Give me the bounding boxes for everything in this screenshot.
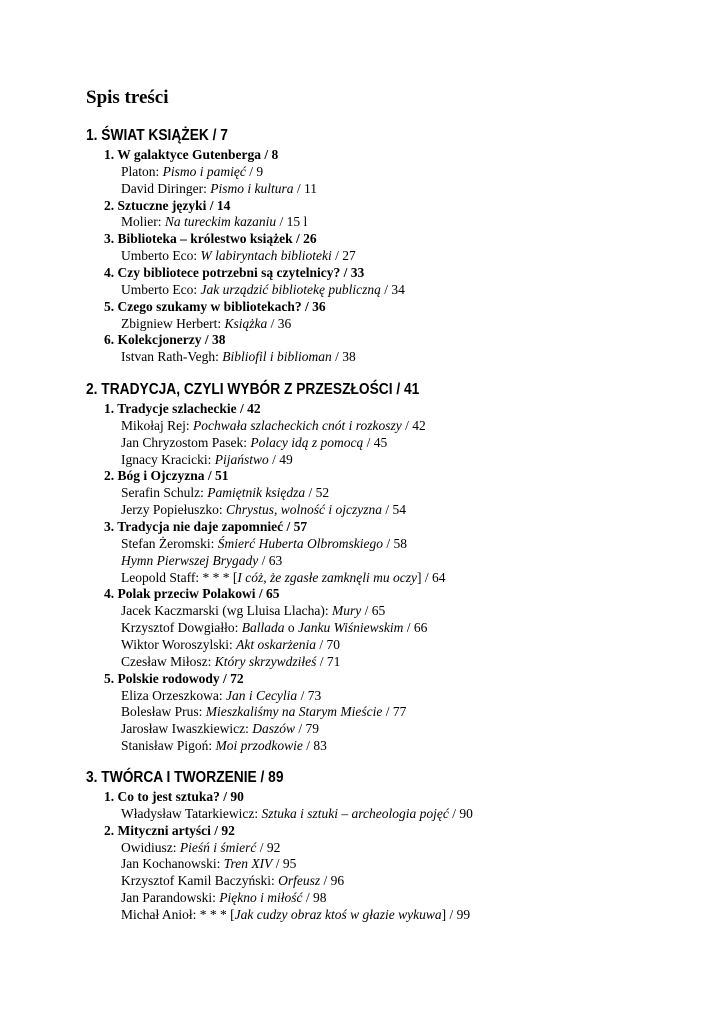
entry-page: / 45 [363,434,388,450]
entry-page: / 36 [267,315,292,331]
entry-page: / 95 [272,856,297,872]
entry-work-title: Pismo i kultura [210,180,294,196]
entry-work-title: Pieśń i śmierć [179,839,257,855]
toc-chapter-heading: 3. Biblioteka – królestwo książek / 26 [104,231,317,247]
toc-entry [121,315,291,332]
toc-entry [121,687,321,704]
entry-page: / 58 [382,535,407,551]
entry-page: / 42 [401,417,426,433]
entry-page: / 98 [302,890,327,906]
entry-work-title: Na tureckim kazaniu [164,214,277,230]
entry-page: / 49 [268,451,293,467]
entry-author: Jan Parandowski: [121,890,220,906]
toc-entry [121,839,280,856]
toc-chapter-heading: 2. Sztuczne języki / 14 [104,197,231,213]
entry-author: Molier: [121,214,165,230]
entry-page: / 77 [382,704,407,720]
entry-work-title: Bibliofil i biblioman [222,349,332,365]
entry-work-title: Orfeusz [278,873,321,889]
toc-chapter-heading: 4. Czy bibliotece potrzebni są czytelnicy? / 33 [104,264,365,280]
entry-page: / 70 [316,636,341,652]
entry-work-title: Ballada [241,620,285,636]
entry-author: Jacek Kaczmarski (wg Lluisa Llacha): [121,603,333,619]
entry-page: / 66 [403,620,428,636]
entry-work-title: Pismo i pamięć [162,163,246,179]
entry-page: / 73 [297,687,322,703]
entry-author: Jan Kochanowski: [121,856,224,872]
entry-work-title: Mury [332,603,362,619]
toc-entry [121,855,296,872]
entry-work-title: Hymn Pierwszej Brygady [121,552,259,568]
toc-chapter-heading: 1. W galaktyce Gutenberga / 8 [104,147,279,162]
entry-work-title: Jan i Cecylia [225,687,298,703]
entry-page: o [284,620,298,636]
entry-work-title: W labiryntach biblioteki [200,248,332,264]
toc-entry [121,281,405,298]
entry-author: Stanisław Pigoń: [121,738,216,753]
entry-work-title: Pochwała szlacheckich cnót i rozkoszy [193,417,402,433]
entry-author: Władysław Tatarkiewicz: [121,805,262,821]
entry-author: Jerzy Popiełuszko: [121,502,226,518]
toc-entry [121,451,293,468]
entry-author: Jarosław Iwaszkiewicz: [121,721,253,737]
toc-entry [121,484,329,501]
toc-entry [121,213,307,230]
entry-author: Eliza Orzeszkowa: [121,687,226,703]
toc-entry [121,703,406,720]
entry-work-title: I cóż, że zgasłe zamknęli mu oczy [237,569,417,585]
toc-entry [121,889,327,906]
entry-work-title: Polacy idą z pomocą [250,434,364,450]
toc-entry [121,417,426,434]
toc-chapter-heading: 2. Mityczni artyści / 92 [104,822,235,838]
entry-author: Umberto Eco: [121,281,201,297]
entry-author: Bolesław Prus: [121,704,206,720]
entry-author: Owidiusz: [121,839,180,855]
toc-chapter-heading: 3. Tradycja nie daje zapomnieć / 57 [104,519,308,534]
entry-work-title: Pamiętnik księdza [207,485,306,501]
entry-work-title: Tren XIV [223,856,273,872]
toc-entry [121,872,344,889]
entry-author: Zbigniew Herbert: [121,315,225,331]
entry-page: ] / 99 [441,907,471,922]
entry-work-title: Mieszkaliśmy na Starym Mieście [205,704,383,720]
entry-work-title: Książka [224,315,268,331]
entry-page: / 90 [448,805,473,821]
entry-page: / 54 [382,502,407,518]
toc-entry [121,163,263,180]
entry-author: Jan Chryzostom Pasek: [121,434,251,450]
toc-chapter-heading: 5. Polskie rodowody / 72 [104,670,244,686]
toc-entry [121,737,327,754]
entry-author: Leopold Staff: * * * [ [121,569,238,585]
entry-work-title: Pijaństwo [214,451,269,467]
entry-author: Umberto Eco: [121,248,201,264]
toc-entry [121,348,356,365]
toc-entry [121,653,340,670]
entry-work-title: Jak cudzy obraz ktoś w głazie wykuwa [234,907,442,922]
entry-page: / 65 [361,603,386,619]
entry-author: Michał Anioł: * * * [ [121,907,235,922]
entry-page: / 71 [316,653,341,669]
toc-chapter-heading: 2. Bóg i Ojczyzna / 51 [104,468,229,484]
toc-entry [121,180,317,197]
entry-work-title: Piękno i miłość [219,890,303,906]
entry-author: Krzysztof Kamil Baczyński: [121,873,279,889]
entry-work-title: Który skrzywdziłeś [214,653,317,669]
entry-page: / 15 l [276,214,308,230]
toc-entry [121,247,356,264]
toc-entry [121,906,470,923]
toc-part-heading: 1. ŚWIAT KSIĄŻEK / 7 [86,127,228,144]
entry-work-title: Jak urządzić bibliotekę publiczną [200,281,381,297]
entry-page: ] / 64 [416,569,446,585]
entry-work-title: Akt oskarżenia [236,636,316,652]
entry-work-title: Janku Wiśniewskim [297,620,404,636]
entry-work-title: Śmierć Huberta Olbromskiego [217,535,383,551]
entry-page: / 52 [305,485,330,501]
toc-entry [121,720,319,737]
entry-author: Platon: [121,163,163,179]
toc-chapter-heading: 1. Tradycje szlacheckie / 42 [104,401,261,416]
entry-page: / 38 [331,349,356,365]
entry-author: Czesław Miłosz: [121,653,215,669]
toc-entry [121,569,445,586]
entry-author: Krzysztof Dowgiałło: [121,620,242,636]
entry-work-title: Moi przodkowie [215,738,303,753]
entry-page: / 9 [245,163,264,179]
toc-entry [121,434,387,451]
entry-author: Istvan Rath-Vegh: [121,349,223,365]
entry-author: David Diringer: [121,180,211,196]
toc-entry [121,535,407,552]
entry-author: Stefan Żeromski: [121,535,218,551]
entry-page: / 96 [320,873,345,889]
toc-entry [121,619,427,636]
toc-entry [121,805,473,822]
toc-chapter-heading: 5. Czego szukamy w bibliotekach? / 36 [104,298,326,314]
entry-page: / 63 [258,552,283,568]
entry-work-title: Chrystus, wolność i ojczyzna [225,502,382,518]
toc-part-heading: 3. TWÓRCA I TWORZENIE / 89 [86,769,284,786]
toc-entry [121,636,340,653]
toc-entry [121,501,406,518]
entry-page: / 92 [256,839,281,855]
page-title: Spis treści [86,87,169,108]
toc-chapter-heading: 6. Kolekcjonerzy / 38 [104,332,226,348]
entry-author: Serafin Schulz: [121,485,208,501]
entry-author: Wiktor Woroszylski: [121,636,237,652]
entry-author: Ignacy Kracicki: [121,451,215,467]
toc-chapter-heading: 1. Co to jest sztuka? / 90 [104,789,244,804]
toc-entry [121,552,282,569]
entry-page: / 83 [302,738,327,753]
entry-author: Mikołaj Rej: [121,417,193,433]
toc-entry [121,602,385,619]
entry-page: / 34 [380,281,405,297]
entry-work-title: Daszów [252,721,295,737]
entry-work-title: Sztuka i sztuki – archeologia pojęć [261,805,449,821]
entry-page: / 11 [293,180,317,196]
toc-part-heading: 2. TRADYCJA, CZYLI WYBÓR Z PRZESZŁOŚCI / 41 [86,381,420,398]
toc-chapter-heading: 4. Polak przeciw Polakowi / 65 [104,586,280,602]
entry-page: / 27 [331,248,356,264]
entry-page: / 79 [294,721,319,737]
